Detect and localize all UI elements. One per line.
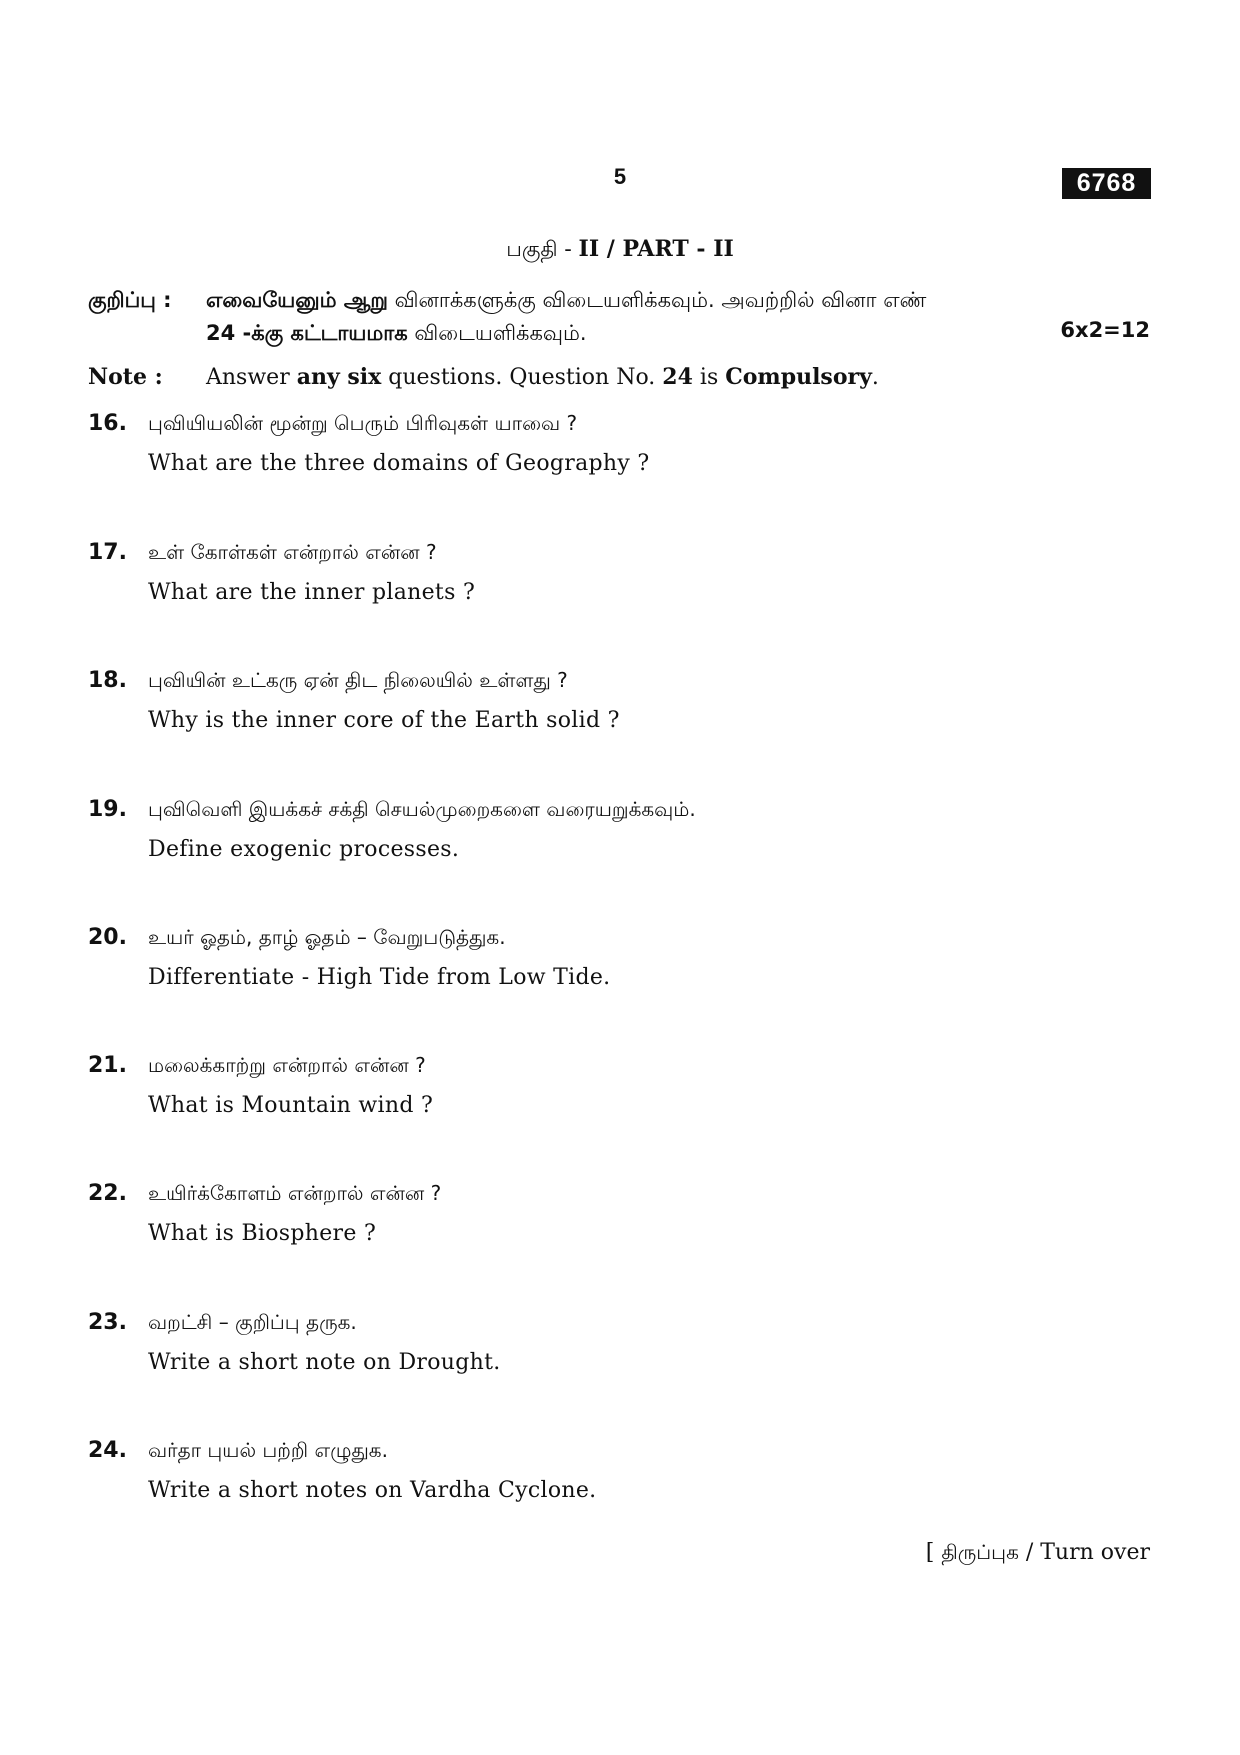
tamil-note-line2-rest: விடையளிக்கவும். [407, 321, 587, 345]
note-text-part: . [871, 365, 879, 390]
english-note-text [206, 364, 879, 390]
part-heading [0, 236, 1240, 264]
part-heading-bold: II / PART - II [578, 236, 734, 262]
note-text-part: Answer [206, 365, 297, 390]
question-number: 24. [88, 1438, 127, 1463]
note-text-part: questions. Question No. [381, 365, 663, 390]
page-number: 5 [613, 164, 627, 189]
question-number: 23. [88, 1310, 127, 1335]
question-number: 19. [88, 797, 127, 822]
question-number: 16. [88, 411, 127, 436]
tamil-note-line1 [206, 288, 926, 315]
tamil-note-line1-rest: வினாக்களுக்கு விடையளிக்கவும். அவற்றில் வினா எண் [387, 288, 927, 312]
question-tamil: புவிவெளி இயக்கச் சக்தி செயல்முறைகளை வரையறுக்கவும். [148, 797, 696, 821]
question-tamil: உயர் ஓதம், தாழ் ஓதம் – வேறுபடுத்துக. [148, 925, 506, 949]
note-text-part: is [692, 365, 726, 390]
question-english: What are the inner planets ? [148, 580, 476, 605]
tamil-note-label: குறிப்பு : [88, 288, 172, 312]
question-tamil: உயிர்க்கோளம் என்றால் என்ன ? [148, 1181, 442, 1205]
question-tamil: புவியியலின் மூன்று பெரும் பிரிவுகள் யாவை ? [148, 411, 578, 435]
question-tamil: மலைக்காற்று என்றால் என்ன ? [148, 1053, 426, 1077]
question-english: What are the three domains of Geography ? [148, 451, 650, 476]
question-english: What is Biosphere ? [148, 1221, 377, 1246]
question-tamil: புவியின் உட்கரு ஏன் திட நிலையில் உள்ளது ? [148, 668, 568, 692]
question-english: Write a short note on Drought. [148, 1350, 501, 1375]
question-number: 21. [88, 1053, 127, 1078]
english-note-label: Note : [88, 364, 163, 390]
turn-over-footer [926, 1540, 1150, 1567]
question-english: Differentiate - High Tide from Low Tide. [148, 965, 611, 990]
question-number: 17. [88, 540, 127, 565]
question-number: 18. [88, 668, 127, 693]
tamil-note-line1-bold: எவையேனும் ஆறு [206, 288, 388, 312]
question-number: 20. [88, 925, 127, 950]
footer-english: / Turn over [1018, 1540, 1150, 1565]
question-english: What is Mountain wind ? [148, 1093, 434, 1118]
question-english: Write a short notes on Vardha Cyclone. [148, 1478, 597, 1503]
question-number: 22. [88, 1181, 127, 1206]
note-text-bold: 24 [662, 364, 693, 390]
marks-scheme: 6x2=12 [1060, 318, 1150, 342]
question-tamil: வர்தா புயல் பற்றி எழுதுக. [148, 1438, 388, 1462]
question-english: Why is the inner core of the Earth solid ? [148, 708, 620, 733]
tamil-note-line2-bold: 24 -க்கு கட்டாயமாக [206, 321, 408, 345]
tamil-note-line2 [206, 321, 587, 348]
paper-code-badge: 6768 [1062, 168, 1151, 199]
footer-tamil: திருப்புக [941, 1540, 1019, 1564]
question-tamil: வறட்சி – குறிப்பு தருக. [148, 1310, 357, 1334]
note-text-bold: any six [296, 364, 382, 390]
question-english: Define exogenic processes. [148, 837, 460, 862]
note-text-bold: Compulsory [725, 364, 872, 390]
part-heading-tamil: பகுதி - [506, 237, 579, 261]
footer-bracket: [ [925, 1540, 942, 1565]
question-tamil: உள் கோள்கள் என்றால் என்ன ? [148, 540, 437, 564]
